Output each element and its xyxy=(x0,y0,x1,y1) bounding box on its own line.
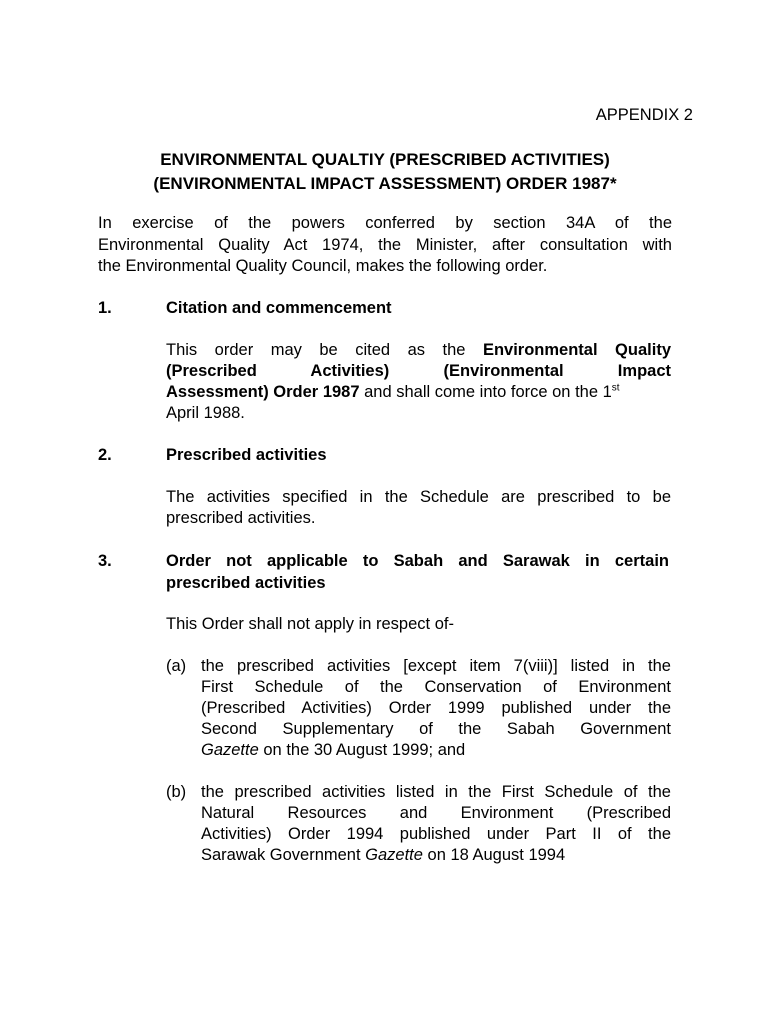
list-item-b-text xyxy=(201,782,671,866)
intro-line-1: In exercise of the powers conferred by section 34A of the xyxy=(98,214,672,232)
section-3-lead-text: This Order shall not apply in respect of- xyxy=(166,615,454,633)
section-1-line-3 xyxy=(166,382,671,403)
section-3-number: 3. xyxy=(98,552,112,570)
item-a-line-5-text: on the 30 August 1999; and xyxy=(258,741,466,759)
section-1-line-1-text: This order may be cited as the xyxy=(166,341,483,359)
title-line-1: ENVIRONMENTAL QUALTIY (PRESCRIBED ACTIVITIES) xyxy=(160,150,610,169)
list-item-a-text xyxy=(201,656,671,761)
item-b-line-2: Natural Resources and Environment (Prescribed xyxy=(201,804,671,822)
section-1-line-4: April 1988. xyxy=(166,404,245,422)
section-1-line-1 xyxy=(166,340,671,361)
section-2-body xyxy=(166,487,671,529)
item-b-line-1: the prescribed activities listed in the First Schedule of the xyxy=(201,783,671,801)
gazette-italic-a: Gazette xyxy=(201,741,259,759)
section-1-line-3-text: and shall come into force on the 1 xyxy=(359,383,612,401)
intro-paragraph xyxy=(98,213,672,278)
ordinal-superscript: st xyxy=(611,382,620,394)
order-name-part-2: (Prescribed Activities) (Environmental Impact xyxy=(166,362,671,380)
intro-line-3: the Environmental Quality Council, makes the following order. xyxy=(98,257,548,275)
list-item-b-label: (b) xyxy=(166,783,187,801)
section-3-heading-line-1: Order not applicable to Sabah and Sarawak in certain xyxy=(166,552,669,570)
item-a-line-2: First Schedule of the Conservation of Environment xyxy=(201,678,671,696)
item-b-line-4 xyxy=(201,845,671,866)
appendix-label: APPENDIX 2 xyxy=(595,106,693,124)
section-3-heading-line-2: prescribed activities xyxy=(166,573,326,592)
item-b-line-4-text-b: on 18 August 1994 xyxy=(422,846,566,864)
item-b-line-3: Activities) Order 1994 published under Part II of the xyxy=(201,825,671,843)
section-1-body xyxy=(166,340,671,424)
section-2-line-1: The activities specified in the Schedule are prescribed to be xyxy=(166,488,671,506)
item-a-line-5 xyxy=(201,740,671,761)
title-line-2: (ENVIRONMENTAL IMPACT ASSESSMENT) ORDER 1987* xyxy=(153,174,617,193)
document-title xyxy=(98,148,672,196)
section-3-heading xyxy=(166,551,669,594)
section-3-lead xyxy=(166,614,671,635)
item-a-line-1: the prescribed activities [except item 7(viii)] listed in the xyxy=(201,657,671,675)
item-a-line-3: (Prescribed Activities) Order 1999 published under the xyxy=(201,699,671,717)
intro-line-2: Environmental Quality Act 1974, the Minister, after consultation with xyxy=(98,235,672,254)
section-1-number: 1. xyxy=(98,299,112,317)
item-b-line-4-text-a: Sarawak Government xyxy=(201,846,366,864)
order-name-part-1: Environmental Quality xyxy=(482,341,671,359)
section-2-line-2: prescribed activities. xyxy=(166,509,316,527)
section-2-number: 2. xyxy=(98,446,112,464)
section-1-heading: Citation and commencement xyxy=(166,299,392,317)
gazette-italic-b: Gazette xyxy=(365,846,423,864)
list-item-a-label: (a) xyxy=(166,657,187,675)
order-name-part-3: Assessment) Order 1987 xyxy=(166,383,360,401)
section-2-heading: Prescribed activities xyxy=(166,446,327,464)
item-a-line-4: Second Supplementary of the Sabah Government xyxy=(201,720,671,738)
